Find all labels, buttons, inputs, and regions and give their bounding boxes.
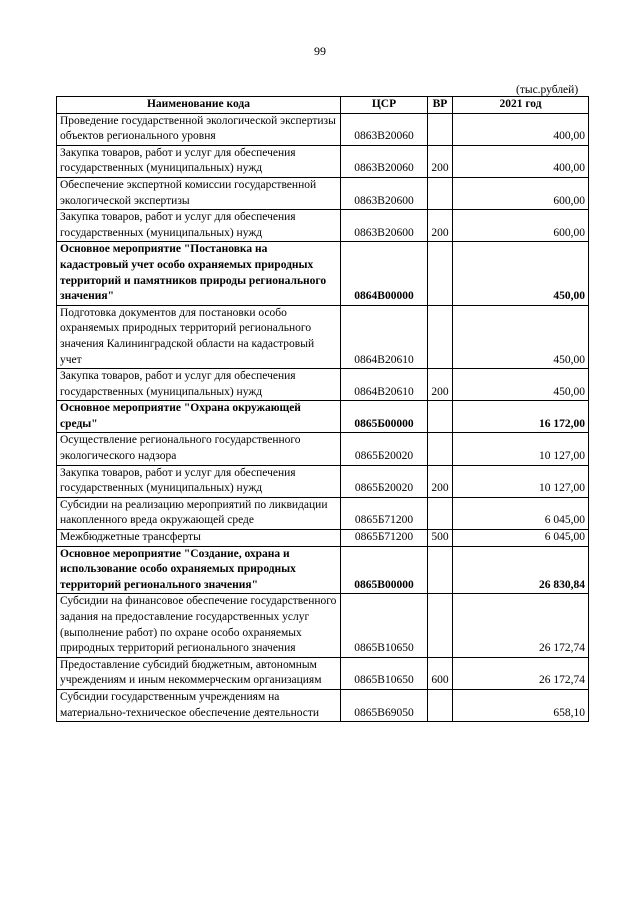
row-vr <box>428 113 453 145</box>
row-name: Субсидии на реализацию мероприятий по ликвидации накопленного вреда окружающей среде <box>57 497 341 529</box>
row-amount: 450,00 <box>453 305 589 368</box>
row-amount: 26 172,74 <box>453 657 589 689</box>
header-year: 2021 год <box>453 97 589 114</box>
row-name: Межбюджетные трансферты <box>57 530 341 547</box>
row-vr: 200 <box>428 210 453 242</box>
table-row <box>57 657 589 689</box>
table-row <box>57 177 589 209</box>
row-csr: 0864В20610 <box>341 369 428 401</box>
table-row <box>57 497 589 529</box>
budget-table <box>56 96 589 722</box>
table-row <box>57 369 589 401</box>
row-csr: 0865В69050 <box>341 689 428 721</box>
table-header-row <box>57 97 589 114</box>
row-csr: 0865Б71200 <box>341 497 428 529</box>
row-vr <box>428 433 453 465</box>
row-csr: 0863В20060 <box>341 145 428 177</box>
table-row <box>57 433 589 465</box>
row-vr <box>428 401 453 433</box>
row-csr: 0865В10650 <box>341 594 428 657</box>
row-csr: 0863В20600 <box>341 177 428 209</box>
row-vr <box>428 497 453 529</box>
row-csr: 0865Б00000 <box>341 401 428 433</box>
row-name: Закупка товаров, работ и услуг для обеспечения государственных (муниципальных) нужд <box>57 465 341 497</box>
row-name: Проведение государственной экологической экспертизы объектов регионального уровня <box>57 113 341 145</box>
row-vr <box>428 242 453 305</box>
table-row-section <box>57 546 589 594</box>
row-amount: 600,00 <box>453 210 589 242</box>
table-row <box>57 305 589 368</box>
table-row <box>57 594 589 657</box>
row-vr: 200 <box>428 465 453 497</box>
table-row <box>57 113 589 145</box>
row-amount: 6 045,00 <box>453 530 589 547</box>
row-amount: 10 127,00 <box>453 465 589 497</box>
row-name: Субсидии на финансовое обеспечение государственного задания на предоставление государственных услуг (выполнение работ) по охране особо охраняемых природных территорий регионального значения <box>57 594 341 657</box>
table-row <box>57 145 589 177</box>
row-amount: 26 830,84 <box>453 546 589 594</box>
page-number: 99 <box>314 44 326 58</box>
row-amount: 6 045,00 <box>453 497 589 529</box>
table-row-section <box>57 242 589 305</box>
units-label: (тыс.рублей) <box>516 84 579 96</box>
row-amount: 400,00 <box>453 113 589 145</box>
row-amount: 658,10 <box>453 689 589 721</box>
header-vr: ВР <box>428 97 453 114</box>
row-vr <box>428 546 453 594</box>
row-vr: 200 <box>428 145 453 177</box>
row-amount: 10 127,00 <box>453 433 589 465</box>
row-name: Закупка товаров, работ и услуг для обеспечения государственных (муниципальных) нужд <box>57 145 341 177</box>
table-row <box>57 210 589 242</box>
row-vr <box>428 177 453 209</box>
row-csr: 0863В20600 <box>341 210 428 242</box>
row-csr: 0864В20610 <box>341 305 428 368</box>
row-name: Обеспечение экспертной комиссии государственной экологической экспертизы <box>57 177 341 209</box>
row-name: Основное мероприятие "Постановка на кадастровый учет особо охраняемых природных территорий и памятников природы регионального значения" <box>57 242 341 305</box>
row-name: Осуществление регионального государственного экологического надзора <box>57 433 341 465</box>
row-csr: 0865В10650 <box>341 657 428 689</box>
row-csr: 0865Б20020 <box>341 433 428 465</box>
row-name: Предоставление субсидий бюджетным, автономным учреждениям и иным некоммерческим организациям <box>57 657 341 689</box>
row-name: Подготовка документов для постановки особо охраняемых природных территорий регионального значения Калининградской области на кадастровый учет <box>57 305 341 368</box>
row-amount: 400,00 <box>453 145 589 177</box>
row-vr <box>428 689 453 721</box>
row-amount: 450,00 <box>453 242 589 305</box>
row-csr: 0864В00000 <box>341 242 428 305</box>
table-row <box>57 530 589 547</box>
row-vr: 500 <box>428 530 453 547</box>
row-name: Основное мероприятие "Охрана окружающей среды" <box>57 401 341 433</box>
row-amount: 26 172,74 <box>453 594 589 657</box>
table-row-section <box>57 401 589 433</box>
table-row <box>57 465 589 497</box>
row-vr <box>428 594 453 657</box>
row-csr: 0865Б20020 <box>341 465 428 497</box>
row-name: Основное мероприятие "Создание, охрана и использование особо охраняемых природных территорий регионального значения" <box>57 546 341 594</box>
row-name: Закупка товаров, работ и услуг для обеспечения государственных (муниципальных) нужд <box>57 210 341 242</box>
row-vr: 200 <box>428 369 453 401</box>
row-vr: 600 <box>428 657 453 689</box>
row-amount: 600,00 <box>453 177 589 209</box>
row-vr <box>428 305 453 368</box>
header-csr: ЦСР <box>341 97 428 114</box>
table-row <box>57 689 589 721</box>
row-csr: 0863В20060 <box>341 113 428 145</box>
row-name: Субсидии государственным учреждениям на материально-техническое обеспечение деятельности <box>57 689 341 721</box>
row-amount: 450,00 <box>453 369 589 401</box>
header-name: Наименование кода <box>57 97 341 114</box>
row-amount: 16 172,00 <box>453 401 589 433</box>
row-name: Закупка товаров, работ и услуг для обеспечения государственных (муниципальных) нужд <box>57 369 341 401</box>
row-csr: 0865Б71200 <box>341 530 428 547</box>
row-csr: 0865В00000 <box>341 546 428 594</box>
